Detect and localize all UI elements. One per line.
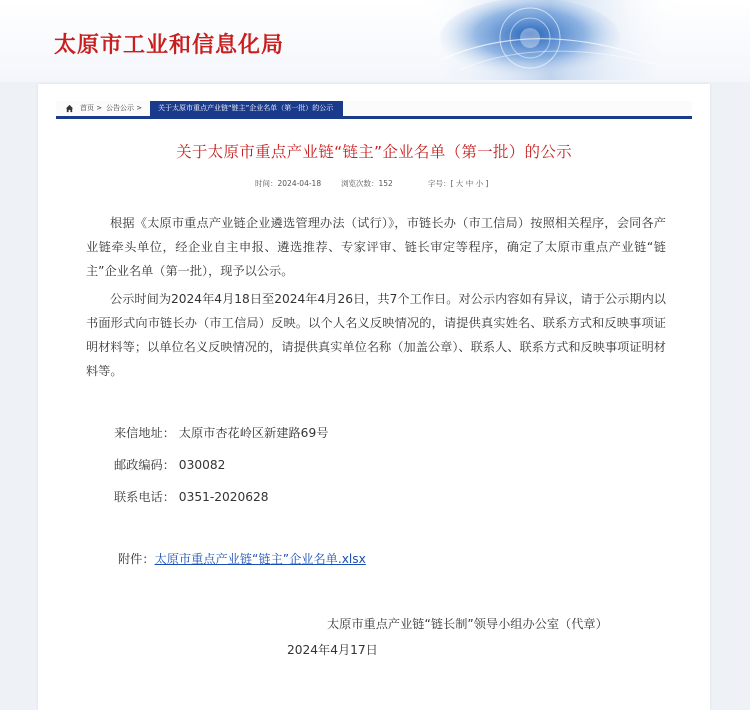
breadcrumb-home-link[interactable]: 首页 > xyxy=(80,104,103,112)
attachment-download-link[interactable]: 太原市重点产业链“链主”企业名单.xlsx xyxy=(154,552,366,566)
paragraph: 公示时间为2024年4月18日至2024年4月26日，共7个工作日。对公示内容如有异议，请于公示期内以书面形式向市链长办（市工信局）反映。以个人名义反映情况的，请提供真实姓名、联系方式和反映事项证明材料等；以单位名义反映情况的，请提供真实单位名称（加盖公章）、联系人、联系方式和反映事项证明材料等。 xyxy=(86,292,666,378)
site-title[interactable]: 太原市工业和信息化局 xyxy=(54,33,285,58)
font-size-selector[interactable]: 字号：[ 大 中 小 ] xyxy=(428,179,489,188)
attachment-label: 附件： xyxy=(118,552,155,566)
view-count: 浏览次数：152 xyxy=(341,179,393,188)
content-panel xyxy=(38,84,710,710)
paragraph: 根据《太原市重点产业链企业遴选管理办法（试行）》，市链长办（市工信局）按照相关程序，会同各产业链牵头单位，经企业自主申报、遴选推荐、专家评审、链长审定等程序，确定了太原市重点产业链“链主”企业名单（第一批），现予以公示。 xyxy=(86,216,666,278)
site-header xyxy=(0,0,750,82)
article-title: 关于太原市重点产业链“链主”企业名单（第一批）的公示 xyxy=(176,143,572,161)
publish-date: 时间：2024-04-18 xyxy=(255,179,322,188)
sign-date: 2024年4月17日 xyxy=(287,643,378,657)
contact-address: 来信地址： 太原市杏花岭区新建路69号 xyxy=(114,426,329,440)
contact-postcode: 邮政编码： 030082 xyxy=(114,458,226,472)
breadcrumb-current: 关于太原市重点产业链“链主”企业名单（第一批）的公示 xyxy=(150,101,343,116)
home-icon xyxy=(65,104,74,113)
breadcrumb xyxy=(56,101,692,119)
attachment xyxy=(118,550,366,567)
signer: 太原市重点产业链“链长制”领导小组办公室（代章） xyxy=(327,617,608,631)
breadcrumb-category-link[interactable]: 公告公示 > xyxy=(106,104,143,112)
header-banner-art-icon xyxy=(420,0,680,80)
contact-phone: 联系电话： 0351-2020628 xyxy=(114,490,269,504)
breadcrumb-separator: > xyxy=(96,104,103,112)
article-body xyxy=(86,211,666,383)
